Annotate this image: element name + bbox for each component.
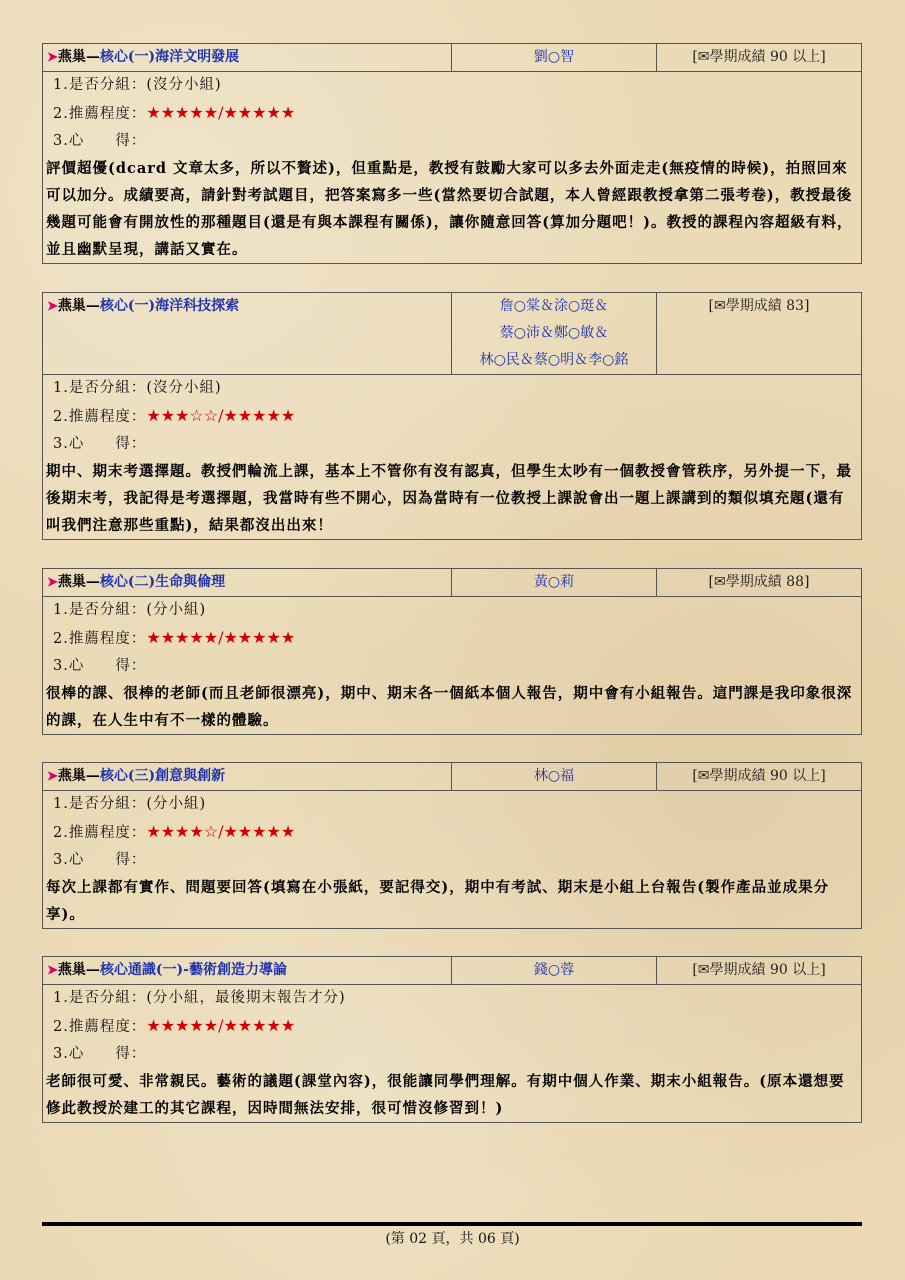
teacher-line: 林○福 <box>533 768 575 784</box>
group-value: (分小組) <box>146 602 207 618</box>
star-rating: ★★★★★/★★★★★ <box>146 1016 296 1035</box>
course-teacher <box>452 763 657 790</box>
course-header <box>43 44 861 72</box>
group-label: 1.是否分組： <box>53 77 147 93</box>
review-label: 3.心 得： <box>53 133 147 149</box>
group-value: (分小組) <box>146 796 207 812</box>
teacher-line: 黃○莉 <box>533 574 575 590</box>
course-header <box>43 763 861 791</box>
course-header <box>43 957 861 985</box>
course-card <box>42 292 862 540</box>
group-value: (沒分小組) <box>146 380 222 396</box>
star-rating: ★★★★★/★★★★★ <box>146 103 296 122</box>
course-title: 核心通識(一)-藝術創造力導論 <box>99 962 287 978</box>
course-card <box>42 956 862 1123</box>
course-grade: [✉學期成績 88] <box>708 574 810 590</box>
course-campus: 燕巢— <box>57 298 100 314</box>
group-line <box>43 597 861 624</box>
teacher-line: 林○民＆蔡○明＆李○銘 <box>479 352 629 368</box>
group-label: 1.是否分組： <box>53 796 147 812</box>
course-title: 核心(一)海洋文明發展 <box>99 49 240 65</box>
course-header <box>43 569 861 597</box>
recommend-line <box>43 99 861 128</box>
group-line <box>43 985 861 1012</box>
course-campus: 燕巢— <box>57 49 100 65</box>
arrow-bullet-icon: ➤ <box>47 575 58 590</box>
course-grade: [✉學期成績 90 以上] <box>692 768 826 784</box>
course-header <box>43 293 861 375</box>
group-line <box>43 375 861 402</box>
course-teacher <box>452 569 657 596</box>
course-card <box>42 43 862 264</box>
review-text: 很棒的課、很棒的老師(而且老師很漂亮)，期中、期末各一個紙本個人報告，期中會有小組報告。這門課是我印象很深的課，在人生中有不一樣的體驗。 <box>46 685 853 729</box>
course-teacher <box>452 44 657 71</box>
recommend-label: 2.推薦程度： <box>53 106 147 122</box>
group-label: 1.是否分組： <box>53 602 147 618</box>
star-rating: ★★★★☆/★★★★★ <box>146 822 296 841</box>
group-value: (分小組，最後期末報告才分) <box>146 990 346 1006</box>
review-label: 3.心 得： <box>53 658 147 674</box>
course-title: 核心(一)海洋科技探索 <box>99 298 240 314</box>
group-label: 1.是否分組： <box>53 380 147 396</box>
course-campus: 燕巢— <box>57 768 100 784</box>
arrow-bullet-icon: ➤ <box>47 769 58 784</box>
teacher-line: 詹○棠＆涂○珽＆ <box>499 298 609 314</box>
recommend-label: 2.推薦程度： <box>53 825 147 841</box>
teacher-line: 錢○蓉 <box>533 962 575 978</box>
star-rating: ★★★☆☆/★★★★★ <box>146 406 296 425</box>
course-title: 核心(二)生命與倫理 <box>99 574 226 590</box>
course-teacher <box>452 293 657 374</box>
course-campus: 燕巢— <box>57 962 100 978</box>
course-title-cell <box>43 293 452 374</box>
course-title-cell <box>43 44 452 71</box>
recommend-line <box>43 1012 861 1041</box>
recommend-line <box>43 624 861 653</box>
course-title-cell <box>43 957 452 984</box>
course-card <box>42 568 862 735</box>
review-text: 老師很可愛、非常親民。藝術的議題(課堂內容)，很能讓同學們理解。有期中個人作業、期末小組報告。(原本還想要修此教授於建工的其它課程，因時間無法安排，很可惜沒修習到！) <box>46 1073 845 1117</box>
group-line <box>43 72 861 99</box>
review-label: 3.心 得： <box>53 436 147 452</box>
course-title: 核心(三)創意與創新 <box>99 768 226 784</box>
recommend-label: 2.推薦程度： <box>53 409 147 425</box>
review-text: 評價超優(dcard 文章太多，所以不贅述)，但重點是，教授有鼓勵大家可以多去外面走走(無疫情的時候)，拍照回來可以加分。成績要高，請針對考試題目，把答案寫多一些(當然要切合試題，本人曾經跟教授拿第二張考卷)，教授最後幾題可能會有開放性的那種題目(還是有與本課程有關係)，讓你隨意回答(算加分題吧！)。教授的課程內容超級有料，並且幽默呈現，講話又實在。 <box>46 160 853 258</box>
course-title-cell <box>43 569 452 596</box>
arrow-bullet-icon: ➤ <box>47 299 58 314</box>
review-text: 每次上課都有實作、問題要回答(填寫在小張紙，要記得交)，期中有考試、期末是小組上台報告(製作產品並成果分享)。 <box>46 879 830 923</box>
page-number: (第 02 頁，共 06 頁) <box>385 1231 520 1247</box>
course-grade: [✉學期成績 90 以上] <box>692 49 826 65</box>
course-card <box>42 762 862 929</box>
teacher-line: 蔡○沛＆鄭○敏＆ <box>499 325 609 341</box>
arrow-bullet-icon: ➤ <box>47 50 58 65</box>
group-line <box>43 791 861 818</box>
teacher-line: 劉○智 <box>533 49 575 65</box>
star-rating: ★★★★★/★★★★★ <box>146 628 296 647</box>
course-grade: [✉學期成績 83] <box>708 298 810 314</box>
course-grade: [✉學期成績 90 以上] <box>692 962 826 978</box>
group-label: 1.是否分組： <box>53 990 147 1006</box>
review-text: 期中、期末考選擇題。教授們輪流上課，基本上不管你有沒有認真，但學生太吵有一個教授會管秩序，另外提一下，最後期末考，我記得是考選擇題，我當時有些不開心，因為當時有一位教授上課說會出一題上課講到的類似填充題(還有叫我們注意那些重點)，結果都沒出出來！ <box>46 463 852 534</box>
recommend-line <box>43 818 861 847</box>
arrow-bullet-icon: ➤ <box>47 963 58 978</box>
review-label: 3.心 得： <box>53 852 147 868</box>
course-teacher <box>452 957 657 984</box>
course-campus: 燕巢— <box>57 574 100 590</box>
recommend-line <box>43 402 861 431</box>
footer-rule <box>42 1222 862 1226</box>
review-label: 3.心 得： <box>53 1046 147 1062</box>
course-title-cell <box>43 763 452 790</box>
recommend-label: 2.推薦程度： <box>53 631 147 647</box>
group-value: (沒分小組) <box>146 77 222 93</box>
recommend-label: 2.推薦程度： <box>53 1019 147 1035</box>
